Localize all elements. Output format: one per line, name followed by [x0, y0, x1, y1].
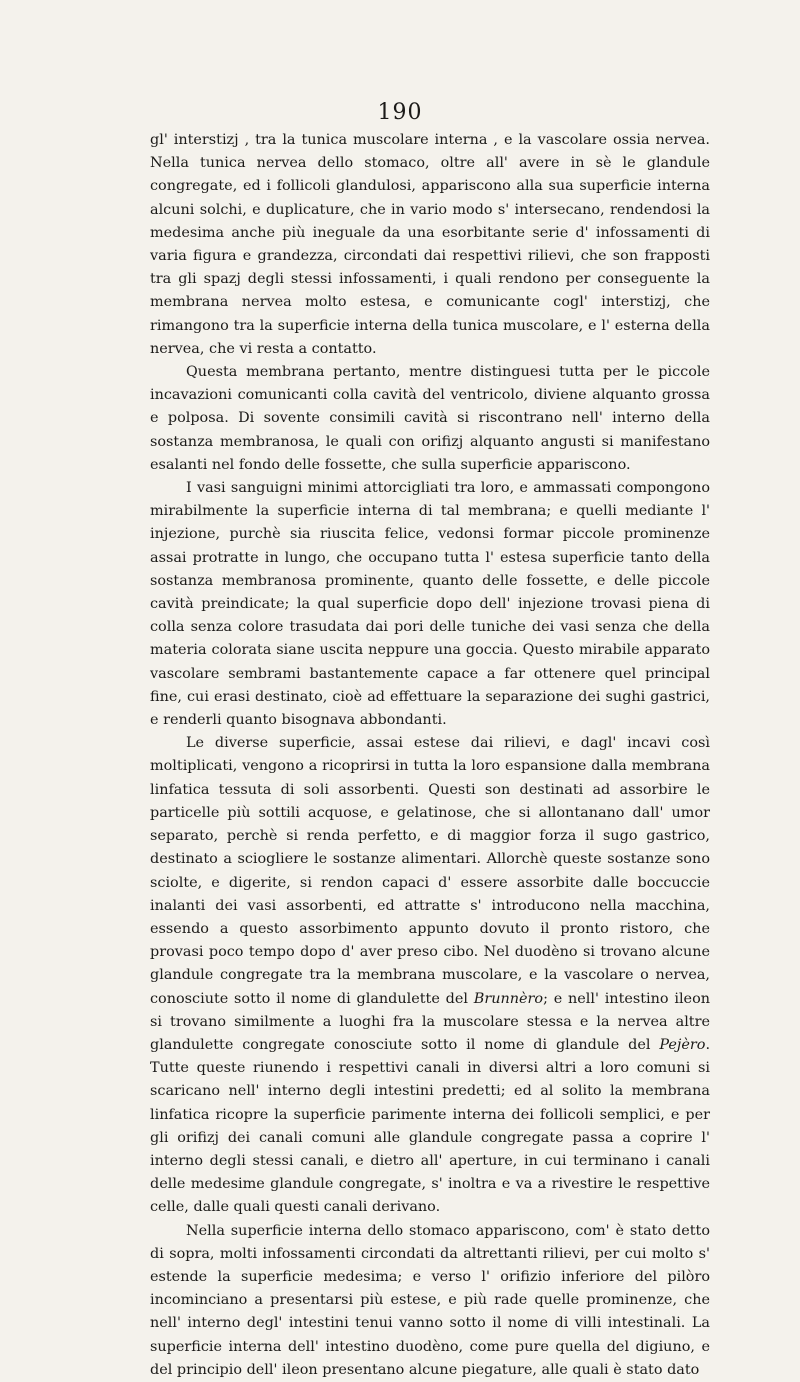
paragraph-2: Questa membrana pertanto, mentre distinguesi tutta per le piccole incavazioni comunicanti colla cavità del ventricolo, diviene alquanto grossa e polposa. Di sovente consimili cavità si riscontrano nell' interno della sostanza membranosa, le quali con orifizj alquanto angusti si manifestano esalanti nel fondo delle fossette, che sulla superficie appariscono.: [150, 364, 710, 473]
paragraph-5: Nella superficie interna dello stomaco appariscono, com' è stato detto di sopra, molti infossamenti circondati da altrettanti rilievi, per cui molto s' estende la superficie medesima; e verso l' orifizio inferiore del pilòro incominciano a presentarsi più estese, e più rade quelle prominenze, che nell' interno degl' intestini tenui vanno sotto il nome di villi intestinali. La superficie interna dell' intestino duodèno, come pure quella del digiuno, e del principio dell' ileon presentano alcune piegature, alle quali è stato dato: [150, 1222, 710, 1378]
page-number: 190: [377, 100, 423, 125]
paragraph-4-text-b: ; e nell' intestino ileon si trovano similmente a luoghi fra la muscolare stessa e la nervea altre glandulette congregate conosciute sotto il nome di glandule del: [150, 990, 710, 1053]
body-text: [150, 129, 710, 1382]
paragraph-3: I vasi sanguigni minimi attorcigliati tra loro, e ammassati compongono mirabilmente la superficie interna di tal membrana; e quelli mediante l' injezione, purchè sia riuscita felice, vedonsi formar piccole prominenze assai protratte in lungo, che occupano tutta l' estesa superficie tanto della sostanza membranosa prominente, quanto delle fossette, e delle piccole cavità preindicate; la qual superficie dopo dell' injezione trovasi piena di colla senza colore trasudata dai pori delle tuniche dei vasi senza che della materia colorata siane uscita neppure una goccia. Questo mirabile apparato vascolare sembrami bastantemente capace a far ottenere quel principal fine, cui erasi destinato, cioè ad effettuare la separazione dei sughi gastrici, e renderli quanto bisognava abbondanti.: [150, 480, 710, 729]
paragraph-4-text-c: . Tutte queste riunendo i respettivi canali in diversi altri a loro comuni si scaricano nell' interno degli intestini predetti; ed al solito la membrana linfatica ricopre la superficie parimente interna dei follicoli semplici, e per gli orifizj dei canali comuni alle glandule congregate passa a coprire l' interno degli stessi canali, e dietro all' aperture, in cui terminano i canali delle medesime glandule congregate, s' inoltra e va a rivestire le respettive celle, dalle quali questi canali derivano.: [150, 1036, 711, 1216]
name-pejero: Pejèro: [659, 1036, 706, 1053]
paragraph-4: [150, 732, 710, 1219]
paragraph-4-text-a: Le diverse superficie, assai estese dai rilievi, e dagl' incavi così moltiplicati, vengono a ricoprirsi in tutta la loro espansione dalla membrana linfatica tessuta di soli assorbenti. Questi son destinati ad assorbire le particelle più sottili acquose, e gelatinose, che si allontanano dall' umor separato, perchè si renda perfetto, e di maggior forza il sugo gastrico, destinato a sciogliere le sostanze alimentari. Allorchè queste sostanze sono sciolte, e digerite, si rendon capaci d' essere assorbite dalle boccuccie inalanti dei vasi assorbenti, ed attratte s' introducono nella macchina, essendo a questo assorbimento appunto dovuto il pronto ristoro, che provasi poco tempo dopo d' aver preso cibo. Nel duodèno si trovano alcune glandule congregate tra la membrana muscolare, e la vascolare o nervea, conosciute sotto il nome di glandulette del: [150, 735, 710, 1007]
name-brunnero: Brunnèro: [473, 990, 544, 1007]
paragraph-1: gl' interstizj , tra la tunica muscolare interna , e la vascolare ossia nervea. Nella tunica nervea dello stomaco, oltre all' avere in sè le glandule congregate, ed i follicoli glandulosi, appariscono alla sua superficie interna alcuni solchi, e duplicature, che in vario modo s' intersecano, rendendosi la medesima anche più ineguale da una esorbitante serie d' infossamenti di varia figura e grandezza, circondati dai respettivi rilievi, che son frapposti tra gli spazj degli stessi infossamenti, i quali rendono per conseguente la membrana nervea molto estesa, e comunicante cogl' interstizj, che rimangono tra la superficie interna della tunica muscolare, e l' esterna della nervea, che vi resta a contatto.: [150, 132, 710, 357]
